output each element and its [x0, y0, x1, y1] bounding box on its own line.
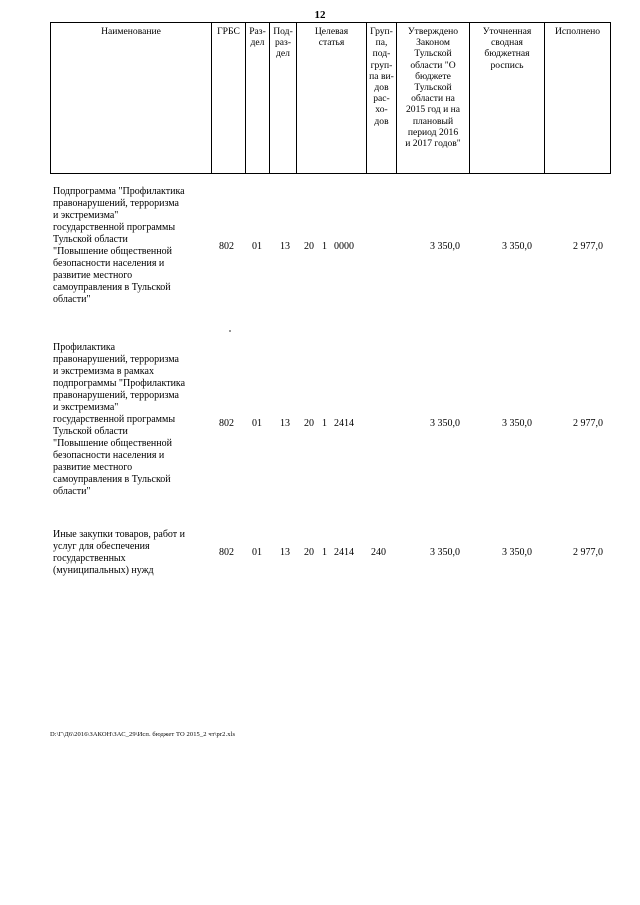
- row-name-line: области": [53, 294, 91, 305]
- row-name-line: Иные закупки товаров, работ и: [53, 529, 186, 540]
- row-name-line: государственных: [53, 553, 126, 564]
- cell-target-program: 20: [304, 241, 314, 252]
- header-name-label: Наименование: [101, 26, 161, 37]
- header-refined-line: Уточненная: [482, 26, 532, 37]
- row-name-line: Тульской области: [53, 234, 128, 245]
- header-target-line: Целевая: [314, 26, 349, 37]
- header-group-line: груп-: [370, 59, 393, 71]
- row-name-line: самоуправления в Тульской: [53, 282, 171, 293]
- cell-approved: 3 350,0: [430, 418, 460, 429]
- header-approved-line: области "О: [410, 59, 456, 71]
- row-name-line: и экстремизма в рамках: [53, 366, 154, 377]
- header-refined-line: роспись: [490, 59, 524, 71]
- header-executed-label: Исполнено: [554, 26, 601, 37]
- header-approved-line: 2015 год и на: [405, 104, 460, 116]
- cell-refined: 3 350,0: [502, 241, 532, 252]
- row-name-line: безопасности населения и: [53, 450, 165, 461]
- row-name-line: правонарушений, терроризма: [53, 390, 179, 401]
- header-group-line: под-: [372, 48, 391, 60]
- cell-razdel: 01: [252, 418, 262, 429]
- cell-target-subprogram: 1: [322, 547, 327, 558]
- row-name: [53, 186, 213, 306]
- header-approved-line: Утверждено: [407, 26, 459, 37]
- cell-razdel: 01: [252, 241, 262, 252]
- row-name-line: государственной программы: [53, 414, 176, 425]
- header-group-line: па ви-: [369, 70, 394, 82]
- header-refined: [470, 23, 545, 173]
- row-name-line: "Повышение общественной: [53, 438, 172, 449]
- cell-refined: 3 350,0: [502, 418, 532, 429]
- table-header: [50, 22, 611, 174]
- header-approved-line: Законом: [416, 37, 450, 49]
- row-name-line: развитие местного: [53, 270, 133, 281]
- header-name: [51, 23, 212, 173]
- header-refined-line: сводная: [491, 37, 523, 49]
- cell-target-direction: 2414: [334, 418, 354, 429]
- cell-target-subprogram: 1: [322, 241, 327, 252]
- row-name: [53, 342, 213, 498]
- row-name-line: безопасности населения и: [53, 258, 165, 269]
- cell-grbs: 802: [219, 241, 234, 252]
- header-podrazdel-line: Под-: [273, 26, 293, 37]
- header-podrazdel-line: раз-: [274, 37, 292, 49]
- header-grbs-label: ГРБС: [217, 26, 240, 37]
- header-razdel: [246, 23, 270, 173]
- row-name-line: самоуправления в Тульской: [53, 474, 171, 485]
- row-name-line: и экстремизма": [53, 402, 119, 413]
- row-name-line: правонарушений, терроризма: [53, 198, 179, 209]
- cell-target-program: 20: [304, 547, 314, 558]
- header-group-line: хо-: [375, 104, 388, 116]
- cell-target-program: 20: [304, 418, 314, 429]
- cell-target-direction: 0000: [334, 241, 354, 252]
- header-target: [297, 23, 367, 173]
- file-path-footer: D:\Г\Д6\2016\ЗАКОН\ЗАС_29\Исп. бюджет ТО 2015_2 чт\pr2.xls: [50, 731, 236, 738]
- header-approved-line: период 2016: [407, 126, 459, 138]
- header-group-line: па,: [375, 37, 388, 49]
- header-refined-line: бюджетная: [484, 48, 530, 60]
- header-approved-line: и 2017 годов": [405, 138, 461, 150]
- header-approved-line: Тульской: [414, 48, 452, 60]
- header-podrazdel-line: дел: [276, 48, 290, 60]
- header-group: [367, 23, 397, 173]
- header-razdel-line: Раз-: [249, 26, 266, 37]
- cell-target-direction: 2414: [334, 547, 354, 558]
- header-approved-line: плановый: [412, 115, 454, 127]
- row-name-line: (муниципальных) нужд: [53, 565, 154, 576]
- cell-grbs: 802: [219, 547, 234, 558]
- row-name-line: Профилактика: [53, 342, 116, 353]
- scan-speck: [229, 330, 231, 332]
- row-name-line: Тульской области: [53, 426, 128, 437]
- page-number: 12: [314, 9, 326, 21]
- row-name-line: и экстремизма": [53, 210, 119, 221]
- header-group-line: Груп-: [370, 26, 393, 37]
- cell-group: 240: [371, 547, 386, 558]
- header-approved-line: бюджете: [415, 70, 451, 82]
- header-approved-line: Тульской: [414, 82, 452, 94]
- cell-approved: 3 350,0: [430, 547, 460, 558]
- cell-podrazdel: 13: [280, 418, 290, 429]
- row-name-line: области": [53, 486, 91, 497]
- row-name-line: правонарушений, терроризма: [53, 354, 179, 365]
- row-name: [53, 529, 213, 577]
- header-grbs: [212, 23, 246, 173]
- header-razdel-line: дел: [250, 37, 265, 49]
- row-name-line: "Повышение общественной: [53, 246, 172, 257]
- cell-executed: 2 977,0: [573, 547, 603, 558]
- cell-approved: 3 350,0: [430, 241, 460, 252]
- cell-podrazdel: 13: [280, 241, 290, 252]
- header-executed: [545, 23, 611, 173]
- row-name-line: подпрограммы "Профилактика: [53, 378, 186, 389]
- header-approved-line: области на: [411, 93, 455, 105]
- header-group-line: дов: [374, 115, 389, 127]
- cell-executed: 2 977,0: [573, 418, 603, 429]
- cell-target-subprogram: 1: [322, 418, 327, 429]
- row-name-line: государственной программы: [53, 222, 176, 233]
- cell-podrazdel: 13: [280, 547, 290, 558]
- header-group-line: дов: [374, 82, 389, 94]
- cell-razdel: 01: [252, 547, 262, 558]
- cell-executed: 2 977,0: [573, 241, 603, 252]
- row-name-line: развитие местного: [53, 462, 133, 473]
- header-podrazdel: [270, 23, 297, 173]
- header-target-line: статья: [318, 37, 345, 49]
- row-name-line: услуг для обеспечения: [53, 541, 150, 552]
- header-approved: [397, 23, 470, 173]
- header-group-line: рас-: [373, 93, 390, 105]
- cell-refined: 3 350,0: [502, 547, 532, 558]
- cell-grbs: 802: [219, 418, 234, 429]
- row-name-line: Подпрограмма "Профилактика: [53, 186, 185, 197]
